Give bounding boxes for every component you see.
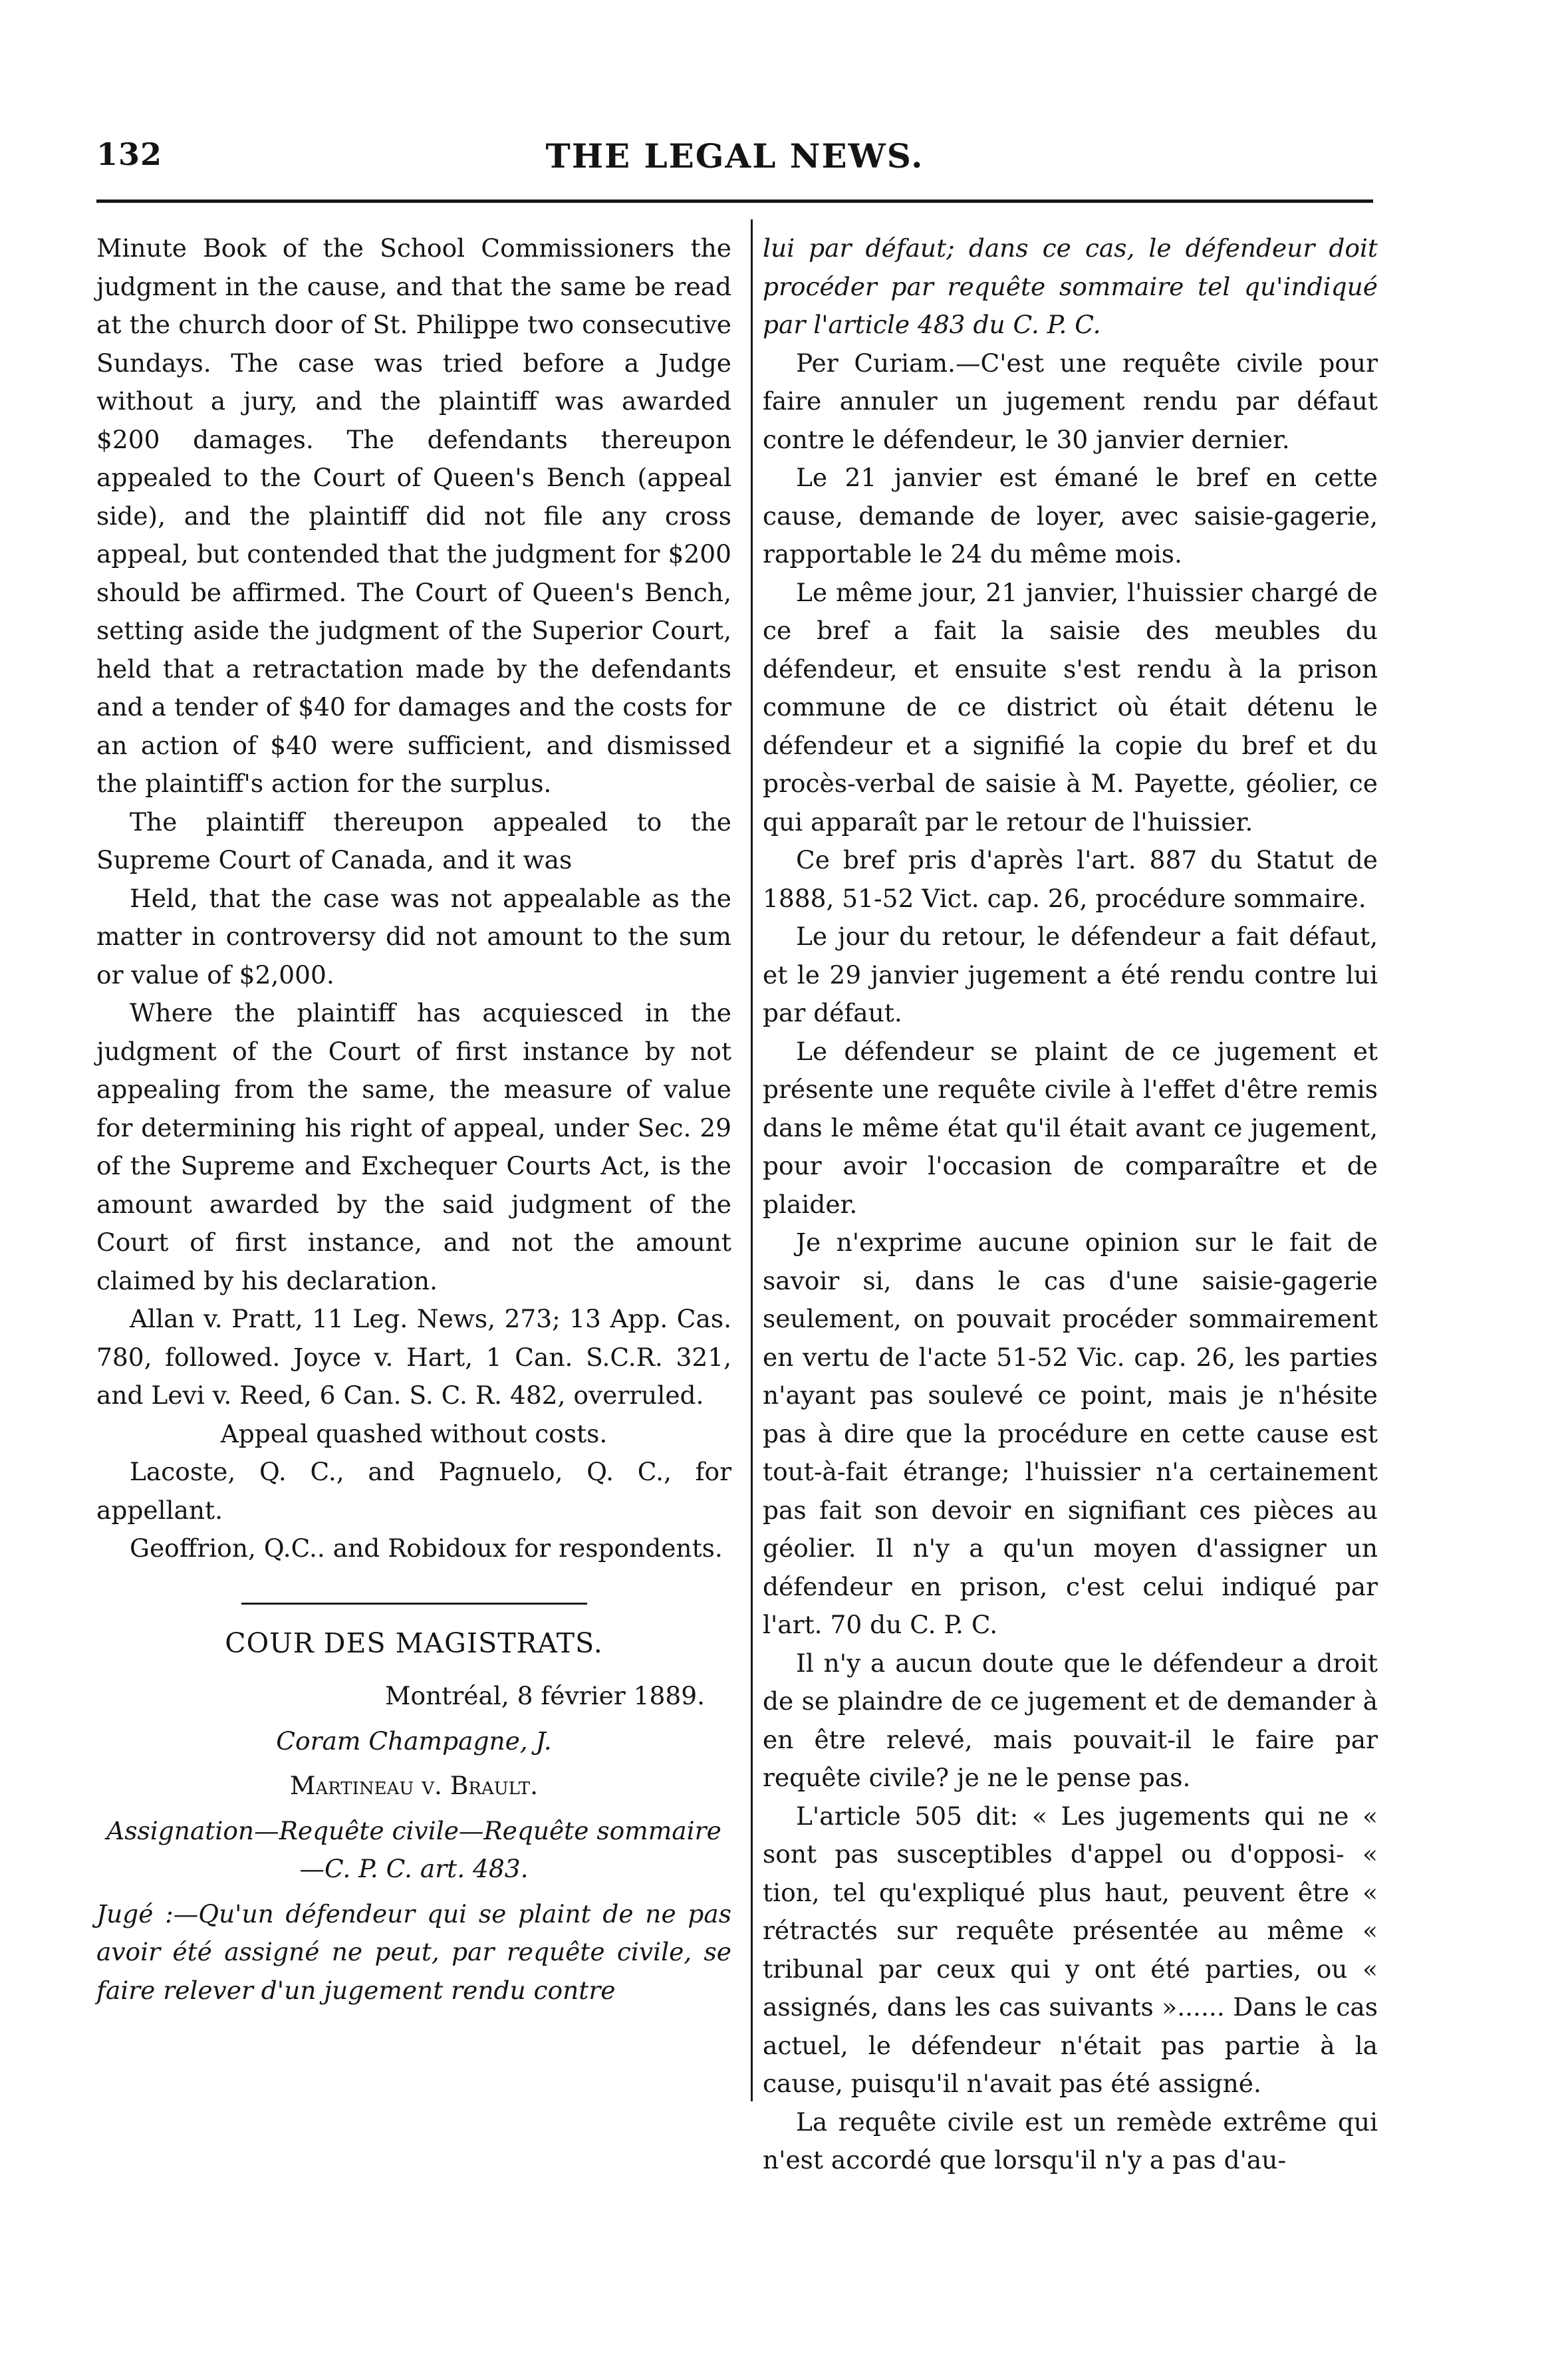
paragraph: Minute Book of the School Commissioners the judgment in the cause, and that the same be read at the church door of St. Philippe two consecutive Sundays. The case was tried before a Judge without a jury, and the plaintiff was awarded $200 damages. The defendants thereupon appealed to the Court of Queen's Bench (appeal side), and the plaintiff did not file any cross appeal, but contended that the judgment for $200 should be affirmed. The Court of Queen's Bench, setting aside the judgment of the Superior Court, held that a retractation made by the defendants and a tender of $40 for damages and the costs for an action of $40 were sufficient, and dismissed the plaintiff's action for the surplus. [96, 233, 731, 798]
coram: Coram Champagne, J. [276, 1726, 552, 1756]
paragraph: Ce bref pris d'après l'art. 887 du Statut de 1888, 51-52 Vict. cap. 26, procédure sommaire. [763, 845, 1378, 913]
paragraph: Where the plaintiff has acquiesced in the judgment of the Court of first instance by not appealing from the same, the measure of value for determining his right of appeal, under Sec. 29 of the Supreme and Exchequer Courts Act, is the amount awarded by the said judgment of the Court of first instance, and not the amount claimed by his declaration. [96, 998, 731, 1295]
paragraph: Le jour du retour, le défendeur a fait défaut, et le 29 janvier jugement a été rendu contre lui par défaut. [763, 922, 1378, 1027]
paragraph: Le même jour, 21 janvier, l'huissier chargé de ce bref a fait la saisie des meubles du défendeur, et ensuite s'est rendu à la prison commune de ce district où était détenu le défendeur et a signifié la copie du bref et du procès-verbal de saisie à M. Payette, géolier, ce qui apparaît par le retour de l'huissier. [763, 577, 1378, 837]
section-rule [241, 1603, 587, 1605]
dateline: Montréal, 8 février 1889. [385, 1681, 705, 1710]
header-rule [96, 199, 1373, 203]
paragraph: Je n'exprime aucune opinion sur le fait de savoir si, dans le cas d'une saisie-gagerie seulement, on pouvait procéder sommairement en vertu de l'acte 51-52 Vic. cap. 26, les parties n'ayant pas soulevé ce point, mais je n'hésite pas à dire que la procédure en cette cause est tout-à-fait étrange; l'huissier n'a certainement pas fait son devoir en signifiant ces pièces au géolier. Il n'y a qu'un moyen d'assigner un défendeur en prison, c'est celui indiqué par l'art. 70 du C. P. C. [763, 1228, 1378, 1639]
paragraph: Geoffrion, Q.C.. and Robidoux for respondents. [130, 1533, 723, 1563]
paragraph: La requête civile est un remède extrême qui n'est accordé que lorsqu'il n'y a pas d'au- [763, 2107, 1378, 2175]
page-header [96, 136, 1373, 190]
left-column [96, 229, 731, 2010]
paragraph: Allan v. Pratt, 11 Leg. News, 273; 13 App. Cas. 780, followed. Joyce v. Hart, 1 Can. S.C.R. 321, and Levi v. Reed, 6 Can. S. C. R. 482, overruled. [96, 1304, 731, 1410]
page-number: 132 [96, 136, 163, 172]
headnote: Assignation—Requête civile—Requête sommaire —C. P. C. art. 483. [106, 1815, 721, 1883]
paragraph: The plaintiff thereupon appealed to the Supreme Court of Canada, and it was [96, 807, 731, 874]
paragraph: Per Curiam.—C'est une requête civile pour faire annuler un jugement rendu par défaut contre le défendeur, le 30 janvier dernier. [763, 348, 1378, 454]
juge-paragraph: Jugé :—Qu'un défendeur qui se plaint de ne pas avoir été assigné ne peut, par requête civile, se faire relever d'un jugement rendu contre [96, 1899, 731, 2005]
paragraph: Le défendeur se plaint de ce jugement et présente une requête civile à l'effet d'être remis dans le même état qu'il était avant ce jugement, pour avoir l'occasion de comparaître et de plaider. [763, 1036, 1378, 1219]
paragraph: Il n'y a aucun doute que le défendeur a droit de se plaindre de ce jugement et de demander à en être relevé, mais pouvait-il le faire par requête civile? je ne le pense pas. [763, 1648, 1378, 1792]
paragraph: Appeal quashed without costs. [220, 1418, 608, 1448]
paragraph: Lacoste, Q. C., and Pagnuelo, Q. C., for appellant. [96, 1457, 731, 1525]
paragraph: Le 21 janvier est émané le bref en cette cause, demande de loyer, avec saisie-gagerie, rapportable le 24 du même mois. [763, 463, 1378, 569]
paragraph: lui par défaut; dans ce cas, le défendeur doit procéder par requête sommaire tel qu'indiqué par l'article 483 du C. P. C. [763, 233, 1378, 339]
column-divider [751, 219, 753, 2101]
paragraph: Held, that the case was not appealable as the matter in controversy did not amount to the sum or value of $2,000. [96, 883, 731, 990]
right-column [763, 229, 1378, 2180]
paragraph: L'article 505 dit: « Les jugements qui ne « sont pas susceptibles d'appel ou d'opposi- « tion, tel qu'expliqué plus haut, peuvent être « rétractés sur requête présentée au même « tribunal par ceux qui y ont été parties, ou « assignés, dans les cas suivants »...... Dans le cas actuel, le défendeur n'était pas partie à la cause, puisqu'il n'avait pas été assigné. [763, 1801, 1378, 2098]
running-title: THE LEGAL NEWS. [545, 136, 924, 176]
section-heading: COUR DES MAGISTRATS. [225, 1627, 603, 1659]
case-title: Martineau v. Brault. [289, 1771, 539, 1800]
